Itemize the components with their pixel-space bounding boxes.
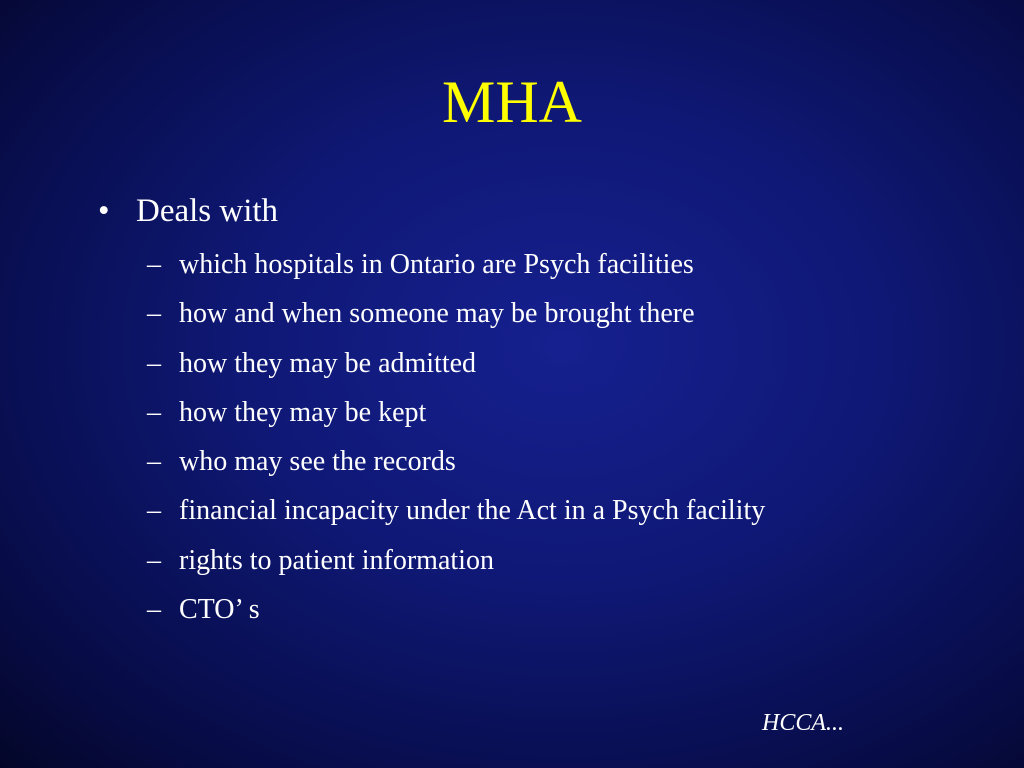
sub-item-text: how and when someone may be brought there [179, 298, 695, 330]
bullet-text: Deals with [136, 193, 279, 229]
sub-item [98, 536, 978, 585]
bullet-marker: • [98, 193, 110, 229]
sub-item-text: rights to patient information [179, 544, 494, 576]
slide-body [98, 190, 978, 634]
sub-item [98, 289, 978, 338]
dash-marker: – [147, 594, 161, 626]
slide-title: MHA [441, 69, 582, 135]
dash-marker: – [147, 544, 161, 576]
sub-item-text: who may see the records [179, 446, 456, 478]
sub-item-text: how they may be admitted [179, 347, 477, 379]
sub-item [98, 437, 978, 486]
sub-item-text: which hospitals in Ontario are Psych facilities [179, 249, 694, 280]
sub-item-text: how they may be kept [179, 396, 427, 428]
sub-item [98, 585, 978, 634]
bullet-item [98, 190, 978, 232]
sub-item [98, 388, 978, 437]
dash-marker: – [147, 396, 161, 428]
sub-item [98, 240, 978, 289]
sub-item-text: financial incapacity under the Act in a Psych facility [179, 495, 766, 527]
sub-list [98, 240, 978, 634]
sub-item [98, 486, 978, 535]
dash-marker: – [147, 446, 161, 478]
sub-item [98, 339, 978, 388]
dash-marker: – [147, 495, 161, 527]
dash-marker: – [147, 347, 161, 379]
slide-footer: HCCA... [762, 710, 845, 736]
dash-marker: – [147, 298, 161, 330]
dash-marker: – [147, 249, 161, 280]
sub-item-text: CTO’ s [179, 594, 260, 626]
